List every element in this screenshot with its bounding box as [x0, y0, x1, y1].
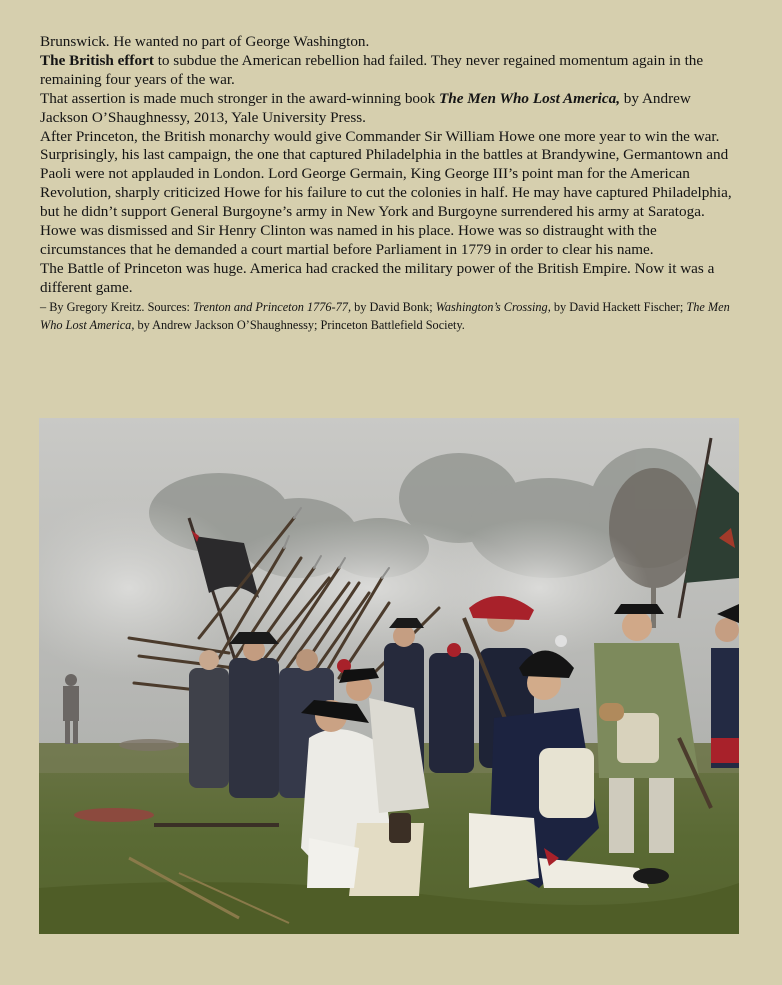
- article-text: [40, 33, 740, 334]
- fallen-soldier: [74, 808, 154, 822]
- paragraph-book-reference: That assertion is made much stronger in the award-winning book The Men Who Lost America, by Andrew Jackson O’Shaughnessy, 2013, Yale University Press.: [40, 89, 691, 126]
- paragraph-howe-campaign: After Princeton, the British monarchy would give Commander Sir William Howe one more year to win the war. Surprisingly, his last campaign, the one that captured Philadelphia in the battles at Brandywine, Germantown and Paoli were not applauded in London. Lord George Germain, King George III’s point man for the American Revolution, sharply criticized Howe for his failure to cut the colonies in half. He may have captured Philadelphia, but he didn’t support General Burgoyne’s army in New York and Burgoyne surrendered his army at Saratoga.: [40, 127, 732, 221]
- book-title: The Men Who Lost America,: [439, 89, 620, 107]
- source-title: Trenton and Princeton 1776-77,: [193, 299, 352, 314]
- paragraph-british-effort: The British effort to subdue the American rebellion had failed. They never regained momentum again in the remaining four years of the war.: [40, 51, 704, 88]
- bold-lead: The British effort: [40, 51, 154, 69]
- author-credit: – By Gregory Kreitz. Sources: Trenton and Princeton 1776-77, by David Bonk; Washington’s Crossing, by David Hackett Fischer; The Men Who Lost America, by Andrew Jackson O’Shaughnessy; Princeton Battlefield Society.: [40, 299, 730, 332]
- reenactment-photo: [39, 418, 739, 934]
- paragraph-conclusion: The Battle of Princeton was huge. America had cracked the military power of the British Empire. Now it was a different game.: [40, 259, 715, 296]
- paragraph-howe-dismissed: Howe was dismissed and Sir Henry Clinton was named in his place. Howe was so distraught with the circumstances that he demanded a court martial before Parliament in 1779 in order to clear his name.: [40, 222, 657, 258]
- source-title: The Men Who Lost America,: [40, 299, 730, 332]
- battle-scene-illustration: [39, 418, 739, 934]
- source-title: Washington’s Crossing,: [435, 299, 551, 314]
- soldier-far-right: [711, 604, 739, 768]
- intro-line: Brunswick. He wanted no part of George Washington.: [40, 33, 370, 50]
